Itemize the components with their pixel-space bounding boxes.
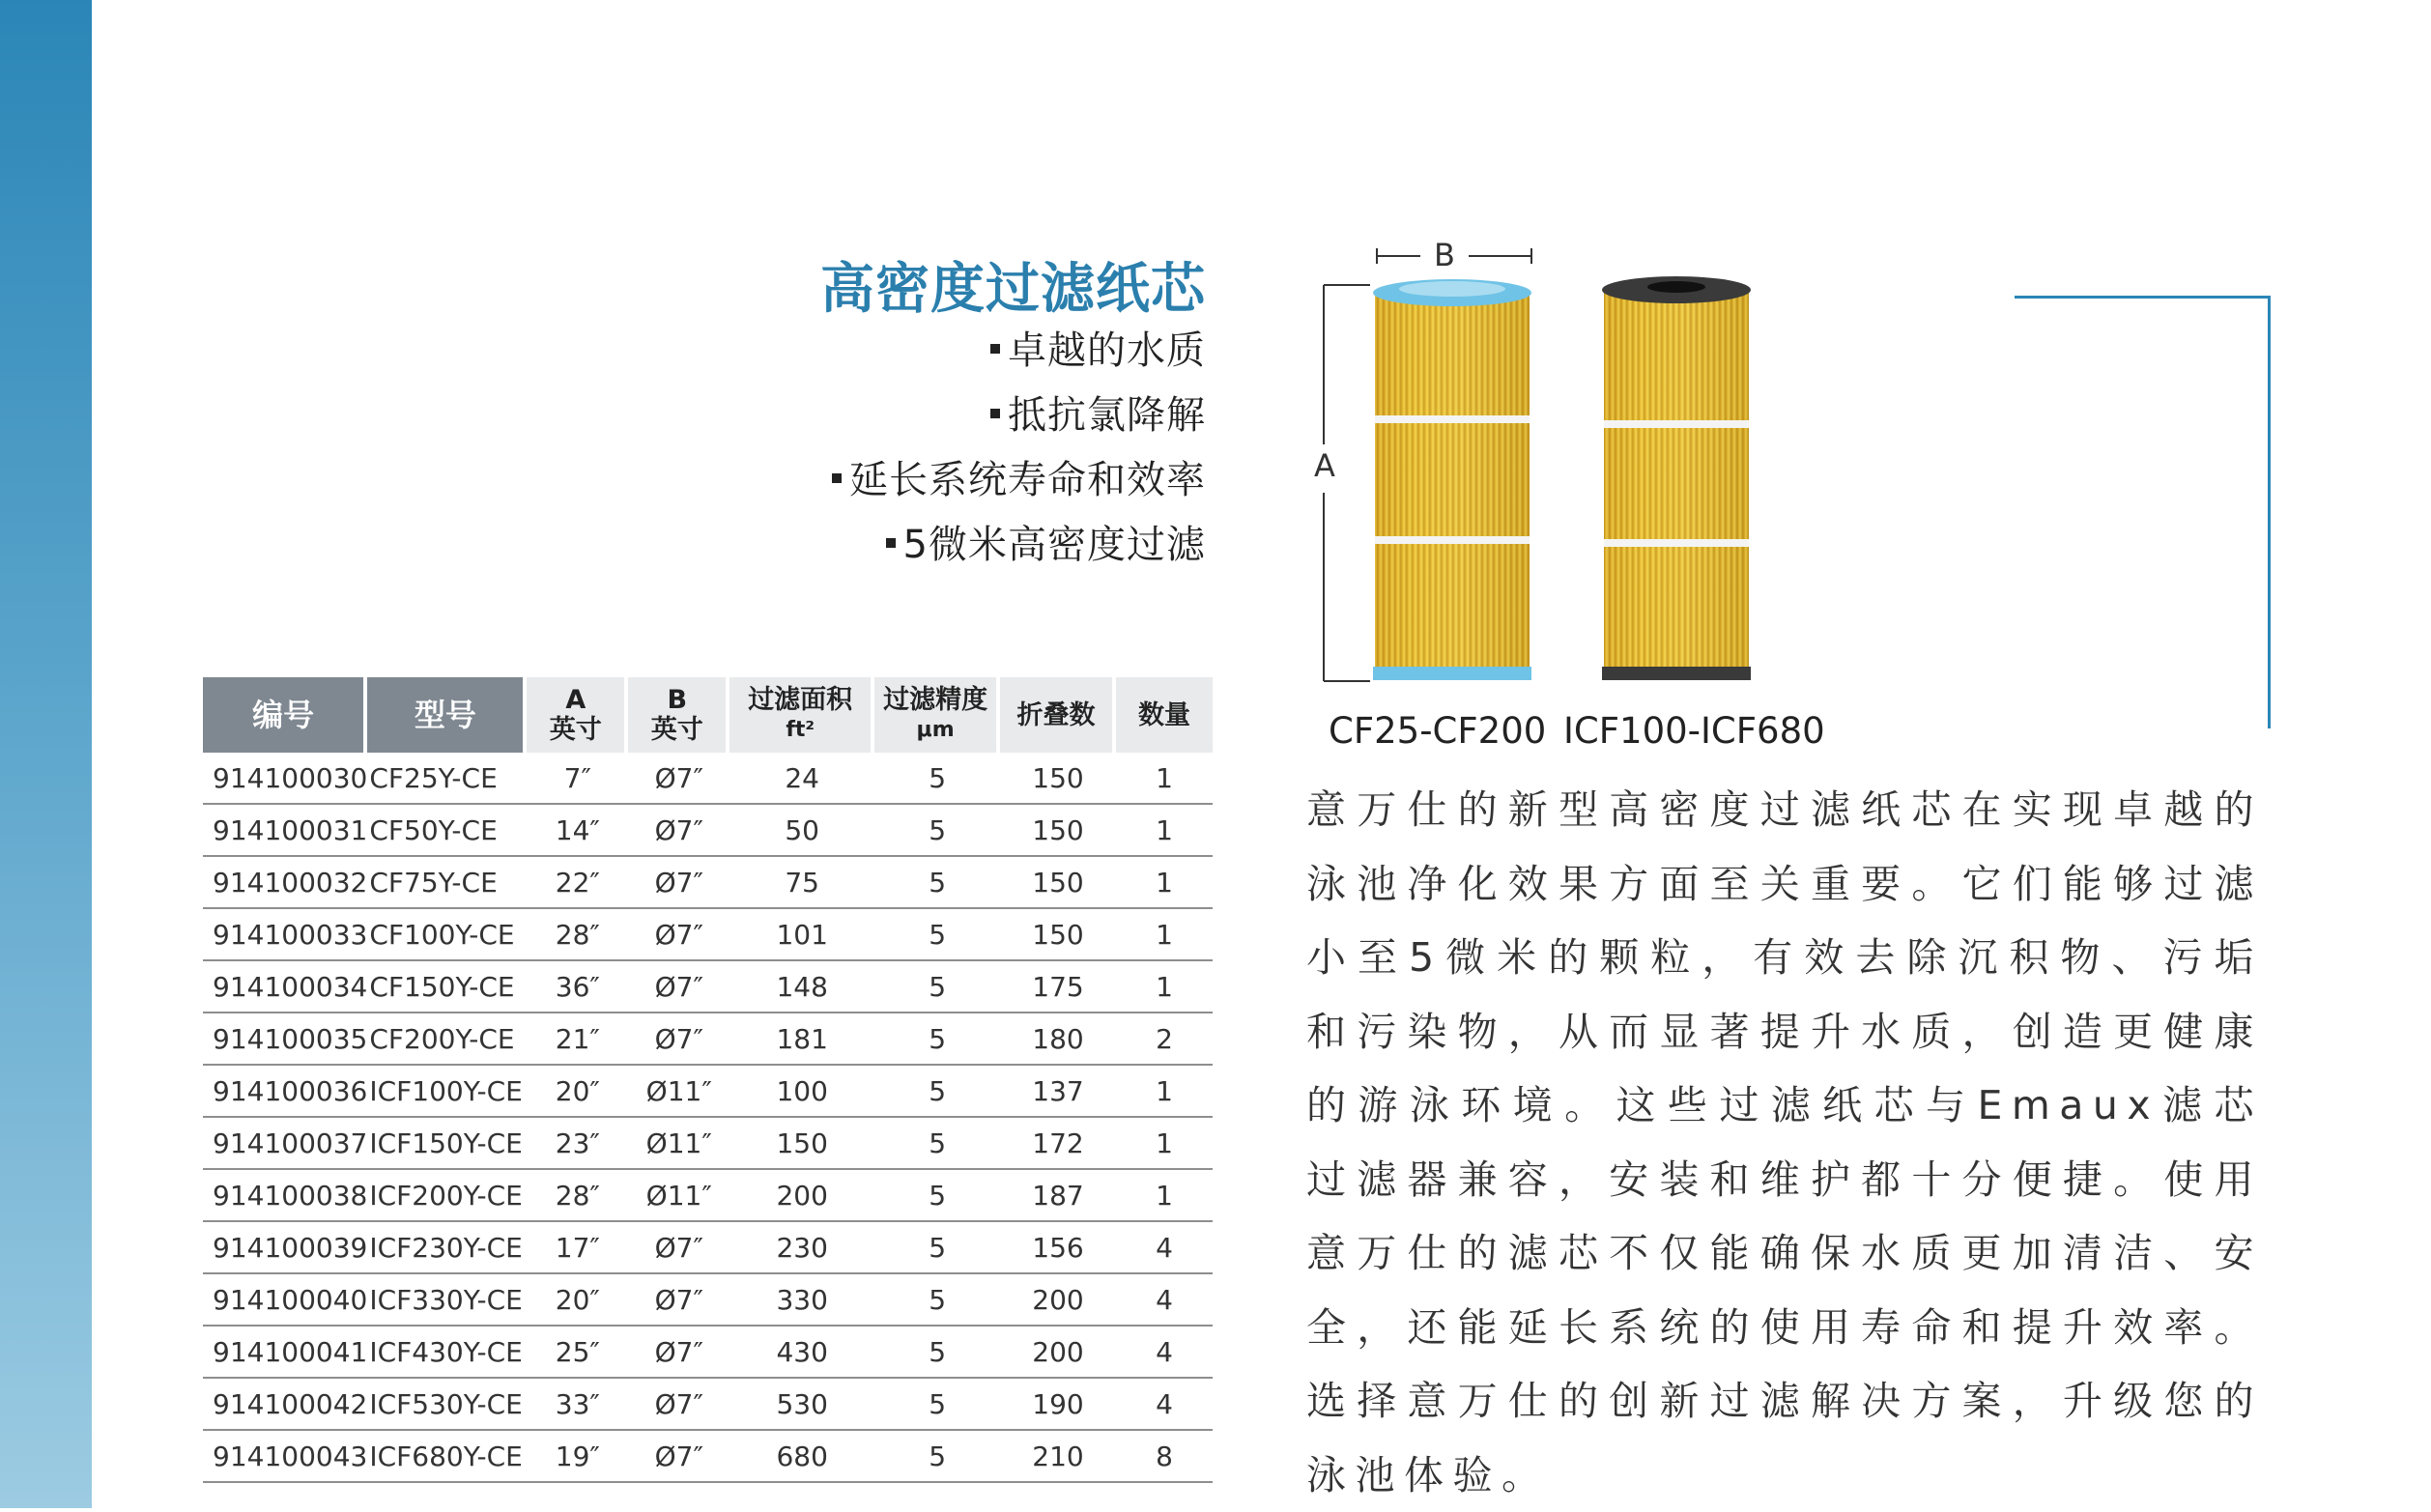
cell-code: 914100038 (203, 1170, 367, 1222)
cell-precision: 5 (874, 1170, 1000, 1222)
table-row (203, 1013, 1213, 1066)
cell-code: 914100031 (203, 805, 367, 857)
cell-a: 20″ (527, 1066, 628, 1118)
cell-a: 33″ (527, 1379, 628, 1431)
cell-model: ICF430Y-CE (367, 1327, 527, 1379)
table-body (203, 753, 1213, 1483)
cell-code: 914100040 (203, 1274, 367, 1327)
cell-pleats: 210 (1000, 1431, 1116, 1483)
cell-b: Ø7″ (628, 857, 729, 909)
model-label-right: ICF100-ICF680 (1563, 710, 1825, 752)
header-filter-precision: 过滤精度 μm (874, 677, 1000, 753)
table-row (203, 805, 1213, 857)
cell-code: 914100041 (203, 1327, 367, 1379)
model-label-left: CF25-CF200 (1329, 710, 1547, 752)
cell-filter-area: 101 (729, 909, 874, 961)
table-row (203, 1222, 1213, 1274)
cell-b: Ø7″ (628, 1327, 729, 1379)
cartridge-blue-cap (1373, 279, 1531, 680)
cell-b: Ø11″ (628, 1118, 729, 1170)
feature-item: 卓越的水质 (832, 319, 1206, 384)
cell-a: 28″ (527, 909, 628, 961)
cell-a: 14″ (527, 805, 628, 857)
cell-a: 21″ (527, 1013, 628, 1066)
dim-b-label: B (1434, 237, 1455, 273)
cell-a: 20″ (527, 1274, 628, 1327)
bullet-icon (990, 409, 1000, 418)
cell-precision: 5 (874, 753, 1000, 805)
cell-quantity: 4 (1116, 1274, 1213, 1327)
cell-b: Ø11″ (628, 1170, 729, 1222)
table-row (203, 1327, 1213, 1379)
cell-b: Ø7″ (628, 961, 729, 1013)
cell-quantity: 4 (1116, 1327, 1213, 1379)
cell-precision: 5 (874, 1013, 1000, 1066)
decorative-line-vertical (2268, 296, 2271, 728)
header-model: 型号 (367, 677, 527, 753)
cell-a: 17″ (527, 1222, 628, 1274)
cell-quantity: 1 (1116, 1170, 1213, 1222)
cell-code: 914100037 (203, 1118, 367, 1170)
page-title: 高密度过滤纸芯 (820, 258, 1206, 321)
cell-filter-area: 150 (729, 1118, 874, 1170)
cell-a: 36″ (527, 961, 628, 1013)
cell-quantity: 2 (1116, 1013, 1213, 1066)
cell-precision: 5 (874, 1274, 1000, 1327)
cell-precision: 5 (874, 961, 1000, 1013)
table-row (203, 1170, 1213, 1222)
cell-quantity: 1 (1116, 961, 1213, 1013)
cell-code: 914100034 (203, 961, 367, 1013)
cell-pleats: 200 (1000, 1274, 1116, 1327)
table-row (203, 1274, 1213, 1327)
cell-code: 914100039 (203, 1222, 367, 1274)
cell-quantity: 8 (1116, 1431, 1213, 1483)
cell-precision: 5 (874, 1431, 1000, 1483)
cell-code: 914100042 (203, 1379, 367, 1431)
cell-quantity: 4 (1116, 1379, 1213, 1431)
cell-quantity: 1 (1116, 1066, 1213, 1118)
cell-filter-area: 24 (729, 753, 874, 805)
cell-code: 914100033 (203, 909, 367, 961)
cell-quantity: 1 (1116, 857, 1213, 909)
cell-filter-area: 181 (729, 1013, 874, 1066)
description-paragraph: 意万仕的新型高密度过滤纸芯在实现卓越的泳池净化效果方面至关重要。它们能够过滤小至5微米的颗粒，有效去除沉积物、污垢和污染物，从而显著提升水质，创造更健康的游泳环境。这些过滤纸芯与Emaux滤芯过滤器兼容，安装和维护都十分便捷。使用意万仕的滤芯不仅能确保水质更加清洁、安全，还能延长系统的使用寿命和提升效率。选择意万仕的创新过滤解决方案，升级您的泳池体验。 (1306, 786, 2263, 1498)
cell-precision: 5 (874, 1327, 1000, 1379)
table-row (203, 1118, 1213, 1170)
product-image (1285, 227, 1826, 710)
cell-b: Ø11″ (628, 1066, 729, 1118)
cell-a: 19″ (527, 1431, 628, 1483)
cell-precision: 5 (874, 909, 1000, 961)
header-pleats: 折叠数 (1000, 677, 1116, 753)
header-a: A 英寸 (527, 677, 628, 753)
cartridge-dark-cap (1602, 276, 1751, 680)
cell-pleats: 200 (1000, 1327, 1116, 1379)
cell-pleats: 156 (1000, 1222, 1116, 1274)
cell-quantity: 1 (1116, 1118, 1213, 1170)
cell-quantity: 1 (1116, 909, 1213, 961)
cell-pleats: 187 (1000, 1170, 1116, 1222)
cell-precision: 5 (874, 857, 1000, 909)
dim-a-label: A (1314, 447, 1335, 484)
cell-a: 7″ (527, 753, 628, 805)
cell-pleats: 150 (1000, 909, 1116, 961)
cell-filter-area: 680 (729, 1431, 874, 1483)
cell-filter-area: 330 (729, 1274, 874, 1327)
cell-filter-area: 148 (729, 961, 874, 1013)
side-color-band (0, 0, 92, 1508)
cell-quantity: 4 (1116, 1222, 1213, 1274)
cell-model: CF75Y-CE (367, 857, 527, 909)
cell-model: ICF530Y-CE (367, 1379, 527, 1431)
spec-table (203, 677, 1213, 1483)
header-filter-area: 过滤面积 ft² (729, 677, 874, 753)
bullet-icon (886, 538, 896, 548)
cell-filter-area: 75 (729, 857, 874, 909)
table-row (203, 857, 1213, 909)
header-quantity: 数量 (1116, 677, 1213, 753)
bullet-icon (990, 344, 1000, 354)
cell-filter-area: 530 (729, 1379, 874, 1431)
cell-model: CF50Y-CE (367, 805, 527, 857)
cell-pleats: 172 (1000, 1118, 1116, 1170)
cell-b: Ø7″ (628, 1379, 729, 1431)
cell-model: ICF330Y-CE (367, 1274, 527, 1327)
cell-filter-area: 100 (729, 1066, 874, 1118)
cell-filter-area: 50 (729, 805, 874, 857)
feature-item: 延长系统寿命和效率 (832, 448, 1206, 513)
feature-item: 抵抗氯降解 (832, 384, 1206, 448)
cell-b: Ø7″ (628, 1431, 729, 1483)
table-row (203, 753, 1213, 805)
cell-b: Ø7″ (628, 1222, 729, 1274)
cell-a: 25″ (527, 1327, 628, 1379)
cell-pleats: 190 (1000, 1379, 1116, 1431)
cell-a: 28″ (527, 1170, 628, 1222)
cell-filter-area: 430 (729, 1327, 874, 1379)
cell-code: 914100035 (203, 1013, 367, 1066)
header-code: 编号 (203, 677, 367, 753)
cell-model: CF150Y-CE (367, 961, 527, 1013)
cell-b: Ø7″ (628, 909, 729, 961)
table-row (203, 1431, 1213, 1483)
cell-model: CF100Y-CE (367, 909, 527, 961)
cell-code: 914100036 (203, 1066, 367, 1118)
cell-code: 914100030 (203, 753, 367, 805)
table-row (203, 1066, 1213, 1118)
feature-item: 5微米高密度过滤 (832, 513, 1206, 578)
cell-code: 914100043 (203, 1431, 367, 1483)
cell-a: 22″ (527, 857, 628, 909)
cell-b: Ø7″ (628, 1013, 729, 1066)
feature-list (832, 319, 1206, 578)
cell-model: ICF150Y-CE (367, 1118, 527, 1170)
cell-model: ICF100Y-CE (367, 1066, 527, 1118)
table-row (203, 909, 1213, 961)
cell-model: ICF230Y-CE (367, 1222, 527, 1274)
cell-b: Ø7″ (628, 805, 729, 857)
cell-precision: 5 (874, 805, 1000, 857)
cell-precision: 5 (874, 1379, 1000, 1431)
cell-model: ICF680Y-CE (367, 1431, 527, 1483)
cell-pleats: 180 (1000, 1013, 1116, 1066)
cell-pleats: 175 (1000, 961, 1116, 1013)
filter-cartridges-illustration (1285, 227, 1826, 710)
cell-model: CF200Y-CE (367, 1013, 527, 1066)
table-row (203, 1379, 1213, 1431)
cell-pleats: 150 (1000, 753, 1116, 805)
cell-filter-area: 200 (729, 1170, 874, 1222)
cell-quantity: 1 (1116, 753, 1213, 805)
bullet-icon (832, 473, 842, 483)
cell-model: ICF200Y-CE (367, 1170, 527, 1222)
cell-pleats: 150 (1000, 857, 1116, 909)
cell-code: 914100032 (203, 857, 367, 909)
cell-a: 23″ (527, 1118, 628, 1170)
cell-precision: 5 (874, 1118, 1000, 1170)
cell-filter-area: 230 (729, 1222, 874, 1274)
cell-b: Ø7″ (628, 753, 729, 805)
cell-precision: 5 (874, 1222, 1000, 1274)
cell-model: CF25Y-CE (367, 753, 527, 805)
cell-pleats: 150 (1000, 805, 1116, 857)
decorative-line-horizontal (2015, 296, 2271, 299)
header-b: B 英寸 (628, 677, 729, 753)
table-header-row (203, 677, 1213, 753)
cell-pleats: 137 (1000, 1066, 1116, 1118)
table-row (203, 961, 1213, 1013)
cell-b: Ø7″ (628, 1274, 729, 1327)
cell-quantity: 1 (1116, 805, 1213, 857)
cell-precision: 5 (874, 1066, 1000, 1118)
